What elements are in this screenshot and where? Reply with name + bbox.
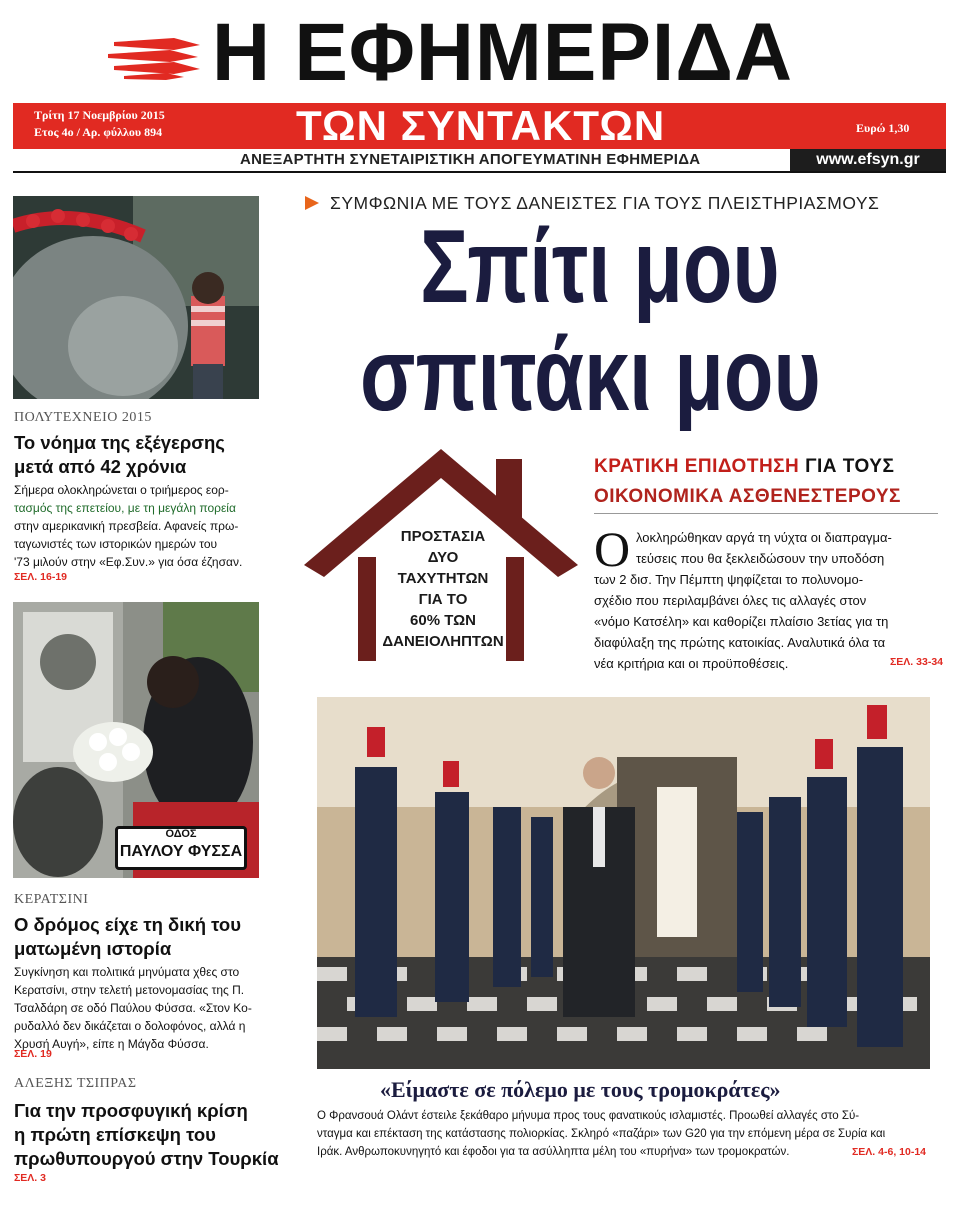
house-callout-line6: ΔΑΝΕΙΟΛΗΠΤΩΝ (382, 633, 504, 650)
deck-arrow-icon (305, 196, 319, 210)
polytechnic-memorial-photo (13, 196, 259, 399)
newspaper-title: Η ΕΦΗΜΕΡΙΔΑ (212, 7, 794, 98)
street-sign-name: ΠΑΥΛΟΥ ΦΥΣΣΑ (119, 843, 243, 860)
house-callout-line3: ΤΑΧΥΤΗΤΩΝ (397, 570, 489, 587)
masthead-divider (13, 171, 946, 173)
house-callout (372, 526, 514, 652)
story3-headline-line3[interactable]: πρωθυπουργού στην Τουρκία (14, 1148, 279, 1169)
story3-headline-line1[interactable]: Για την προσφυγική κρίση (14, 1100, 248, 1121)
story1-body-line2: τασμός της επετείου, με τη μεγάλη πορεία (14, 501, 236, 515)
story1-kicker: ΠΟΛΥΤΕΧΝΕΙΟ 2015 (14, 410, 152, 425)
lead-body-line2: τεύσεις που θα ξεκλειδώσουν την υποδόση (636, 551, 885, 566)
story1-page-ref[interactable]: ΣΕΛ. 16-19 (14, 571, 67, 583)
story2-headline-line1[interactable]: Ο δρόμος είχε τη δική του (14, 914, 241, 935)
lead-body-line4: σχέδιο που περιλαμβάνει όλες τις αλλαγές στον (594, 593, 867, 608)
story1-body-line3: στην αμερικανική πρεσβεία. Αφανείς πρω- (14, 519, 239, 533)
subhead-rest: ΓΙΑ ΤΟΥΣ (799, 456, 895, 477)
story2-body-line4: ρυδαλλό δεν δικάζεται ο δολοφόνος, αλλά η (14, 1019, 246, 1033)
story2-body-line1: Συγκίνηση και πολιτικά μηνύματα χθες στο (14, 965, 240, 979)
lead-headline-line2[interactable]: σπιτάκι μου (360, 317, 821, 433)
story2-headline-line2[interactable]: ματωμένη ιστορία (14, 938, 172, 959)
photo-story-quote[interactable]: «Είμαστε σε πόλεμο με τους τρομοκράτες» (380, 1077, 781, 1102)
photo-caption-line3: Ιράκ. Ανθρωποκυνηγητό και έφοδοι για τα ασύλληπτα μέλη του «πυρήνα» των τρομοκρατών. (317, 1146, 790, 1158)
lead-body-line3: των 2 δισ. Την Πέμπτη ψηφίζεται το πολυνομο- (594, 572, 864, 587)
lead-body-line7: νέα κριτήρια και οι προϋποθέσεις. (594, 656, 789, 671)
lead-body-line5: «νόμο Κατσέλη» και καθορίζει πλαίσιο 3ετίας για τη (594, 614, 889, 629)
story3-kicker: ΑΛΕΞΗΣ ΤΣΙΠΡΑΣ (14, 1076, 137, 1091)
lead-story-deck: ΣΥΜΦΩΝΙΑ ΜΕ ΤΟΥΣ ΔΑΝΕΙΣΤΕΣ ΓΙΑ ΤΟΥΣ ΠΛΕΙΣΤΗΡΙΑΣΜΟΥΣ (330, 193, 880, 213)
house-callout-line2: ΔΥΟ (427, 549, 459, 566)
dropcap: Ο (594, 521, 631, 577)
subhead-highlight: ΚΡΑΤΙΚΗ ΕΠΙΔΟΤΗΣΗ (594, 456, 800, 477)
cover-price: Ευρώ 1,30 (856, 121, 910, 135)
subhead-divider (594, 513, 938, 514)
photo-caption-line1: Ο Φρανσουά Ολάντ έστειλε ξεκάθαρο μήνυμα προς τους φανατικούς ισλαμιστές. Προωθεί αλλαγές στο Σύ- (317, 1110, 860, 1122)
lead-page-ref[interactable]: ΣΕΛ. 33-34 (890, 656, 943, 668)
house-callout-line1: ΠΡΟΣΤΑΣΙΑ (400, 528, 486, 545)
house-callout-line5: 60% ΤΩΝ (410, 612, 476, 629)
newspaper-tagline: ΑΝΕΞΑΡΤΗΤΗ ΣΥΝΕΤΑΙΡΙΣΤΙΚΗ ΑΠΟΓΕΥΜΑΤΙΝΗ ΕΦΗΜΕΡΙΔΑ (240, 151, 701, 168)
newspaper-subtitle: ΤΩΝ ΣΥΝΤΑΚΤΩΝ (296, 102, 666, 149)
photo-caption-line2: νταγμα και επέκταση της κατάστασης πολιορκίας. Σκληρό «παζάρι» των G20 για την επόμενη μέρα σε Συρία και (317, 1128, 886, 1140)
story1-body-line4: ταγωνιστές των ιστορικών ημερών του (14, 537, 218, 551)
story2-page-ref[interactable]: ΣΕΛ. 19 (14, 1048, 52, 1060)
story1-headline-line2[interactable]: μετά από 42 χρόνια (14, 456, 187, 477)
lead-body-line6: διαφύλαξη της πρώτης κατοικίας. Αναλυτικά όλα τα (594, 635, 886, 650)
story1-headline-line1[interactable]: Το νόημα της εξέγερσης (14, 432, 225, 453)
story3-page-ref[interactable]: ΣΕΛ. 3 (14, 1172, 46, 1184)
pen-nib-logo-icon (104, 36, 204, 80)
lead-subhead-line2: ΟΙΚΟΝΟΜΙΚΑ ΑΣΘΕΝΕΣΤΕΡΟΥΣ (594, 486, 901, 507)
lead-headline-line1[interactable]: Σπίτι μου (420, 209, 780, 325)
lead-subhead-line1 (594, 453, 894, 481)
story2-body-line2: Κερατσίνι, στην τελετή μετονομασίας της Π. (14, 983, 245, 997)
story3-headline-line2[interactable]: η πρώτη επίσκεψη του (14, 1124, 216, 1145)
story2-body-line3: Τσαλδάρη σε οδό Παύλου Φύσσα. «Στον Κο- (14, 1001, 252, 1015)
issue-date: Τρίτη 17 Νοεμβρίου 2015 (34, 108, 165, 122)
lead-body-line1: λοκληρώθηκαν αργά τη νύχτα οι διαπραγμα- (636, 530, 892, 545)
story1-body-line5: '73 μιλούν στην «Εφ.Συν.» για όσα έζησαν. (14, 555, 243, 569)
story2-kicker: ΚΕΡΑΤΣΙΝΙ (14, 892, 89, 907)
website-link[interactable]: www.efsyn.gr (816, 151, 920, 168)
photo-story-page-ref[interactable]: ΣΕΛ. 4-6, 10-14 (852, 1146, 927, 1158)
street-sign-label: ΟΔΟΣ (165, 828, 197, 840)
story2-body-line5: Χρυσή Αυγή», είπε η Μάγδα Φύσσα. (14, 1037, 209, 1051)
hollande-guard-of-honour-photo (317, 697, 930, 1069)
issue-number: Ετος 4ο / Αρ. φύλλου 894 (34, 125, 163, 139)
house-callout-line4: ΓΙΑ ΤΟ (418, 591, 468, 608)
story1-body-line1: Σήμερα ολοκληρώνεται ο τριήμερος εορ- (14, 483, 229, 497)
